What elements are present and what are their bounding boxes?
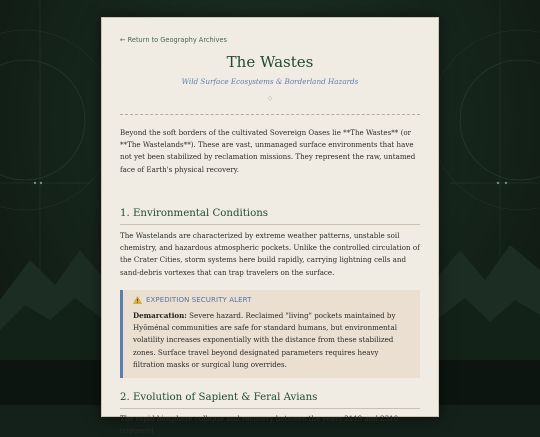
diamond-ornament-icon: ◇ bbox=[267, 95, 273, 102]
security-alert-box bbox=[120, 290, 420, 378]
page-subtitle: Wild Surface Ecosystems & Borderland Hazards bbox=[181, 77, 359, 86]
section-body-avians: The rapid biosphere collapse and recovery between the years 2119 and 2310 triggered bbox=[120, 414, 399, 436]
article-card bbox=[101, 17, 439, 436]
intro-paragraph: Beyond the soft borders of the cultivated Sovereign Oases lie **The Wastes** (or **The Wastelands**). These are vast, unmanaged surface environments that have not yet been stabilized by reclamation missions. They represent the raw, untamed face of Earth's physical recovery. bbox=[120, 128, 416, 174]
back-to-archives-link[interactable]: ← Return to Geography Archives bbox=[120, 36, 227, 44]
alert-text: Severe hazard. Reclaimed "living" pockets maintained by Hyōménal communities are safe for standard humans, but environmental volatility increases exponentially with the distance from these stabilized zones. Surface travel beyond designated parameters requires heavy filtration masks or surgical lung overrides. bbox=[133, 311, 397, 369]
section-heading-environmental: 1. Environmental Conditions bbox=[120, 208, 420, 225]
warning-icon bbox=[133, 296, 142, 304]
page-title: The Wastes bbox=[226, 53, 314, 71]
alert-body bbox=[133, 310, 410, 371]
alert-header bbox=[133, 296, 410, 304]
alert-label: Demarcation: bbox=[133, 311, 187, 320]
alert-title: EXPEDITION SECURITY ALERT bbox=[146, 296, 252, 304]
header-divider bbox=[120, 114, 420, 115]
section-heading-avians: 2. Evolution of Sapient & Feral Avians bbox=[120, 392, 420, 409]
section-body-environmental: The Wastelands are characterized by extreme weather patterns, unstable soil chemistry, and hazardous atmospheric pockets. Unlike the controlled circulation of the Crater Cities, storm systems here build rapidly, carrying lightning cells and sand-debris vortexes that can trap travelers on the surface. bbox=[120, 231, 420, 277]
